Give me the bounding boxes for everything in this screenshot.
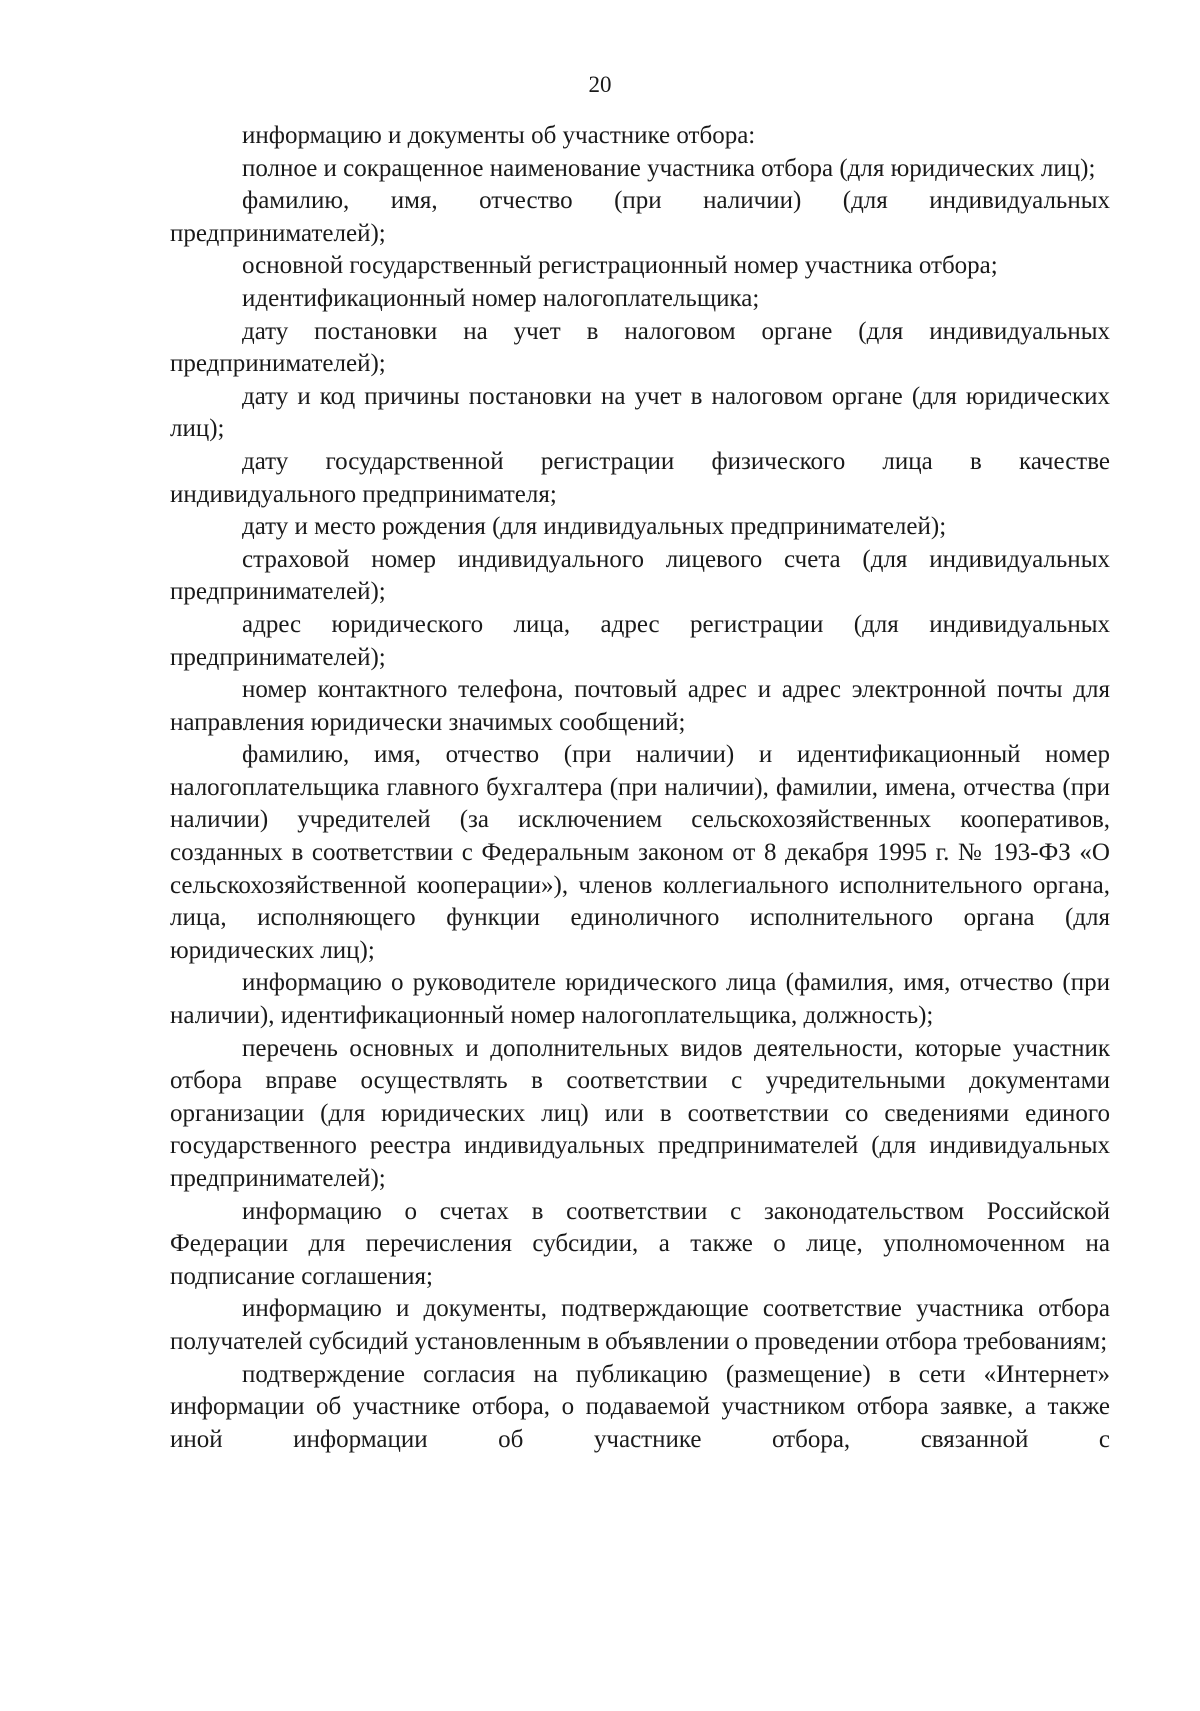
paragraph: дату и место рождения (для индивидуальных предпринимателей); <box>242 513 947 541</box>
paragraph: основной государственный регистрационный номер участника отбора; <box>242 252 998 280</box>
paragraph: идентификационный номер налогоплательщика; <box>242 284 760 312</box>
paragraph: информацию о руководителе юридического лица (фамилия, имя, отчество (при наличии), идентификационный номер налогоплательщика, должность); <box>170 969 1110 1030</box>
paragraph: фамилию, имя, отчество (при наличии) (для индивидуальных предпринимателей); <box>170 187 1110 247</box>
paragraph: дату государственной регистрации физического лица в качестве индивидуального предпринимателя; <box>170 447 1110 508</box>
paragraph: страховой номер индивидуального лицевого счета (для индивидуальных предпринимателей); <box>170 545 1110 606</box>
paragraph: информацию и документы об участнике отбора: <box>242 122 756 149</box>
paragraph: информацию о счетах в соответствии с законодательством Российской Федерации для перечисления субсидии, а также о лице, уполномоченном на подписание соглашения; <box>170 1197 1110 1290</box>
paragraph: информацию и документы, подтверждающие соответствие участника отбора получателей субсидий установленным в объявлении о проведении отбора требованиям; <box>170 1295 1110 1355</box>
paragraph: номер контактного телефона, почтовый адрес и адрес электронной почты для направления юридически значимых сообщений; <box>170 676 1110 736</box>
paragraph: адрес юридического лица, адрес регистрации (для индивидуальных предпринимателей); <box>170 610 1110 671</box>
paragraph: перечень основных и дополнительных видов деятельности, которые участник отбора вправе осуществлять в соответствии с учредительными документами организации (для юридических лиц) или в соответствии со сведениями единого государственного реестра индивидуальных предпринимателей (для индивидуальных предпринимателей); <box>170 1034 1110 1192</box>
paragraph: дату и код причины постановки на учет в налоговом органе (для юридических лиц); <box>170 382 1110 443</box>
page-number: 20 <box>588 72 612 97</box>
document-body <box>170 120 1110 1456</box>
paragraph: дату постановки на учет в налоговом органе (для индивидуальных предпринимателей); <box>170 317 1110 378</box>
paragraph: подтверждение согласия на публикацию (размещение) в сети «Интернет» информации об участнике отбора, о подаваемой участником отбора заявке, а также иной информации об участнике отбора, связанной с <box>170 1360 1110 1453</box>
paragraph: полное и сокращенное наименование участника отбора (для юридических лиц); <box>242 154 1096 182</box>
paragraph: фамилию, имя, отчество (при наличии) и идентификационный номер налогоплательщика главного бухгалтера (при наличии), фамилии, имена, отчества (при наличии) учредителей (за исключением сельскохозяйственных кооперативов, созданных в соответствии с Федеральным законом от 8 декабря 1995 г. № 193-ФЗ «О сельскохозяйственной кооперации»), членов коллегиального исполнительного органа, лица, исполняющего функции единоличного исполнительного органа (для юридических лиц); <box>170 741 1110 964</box>
